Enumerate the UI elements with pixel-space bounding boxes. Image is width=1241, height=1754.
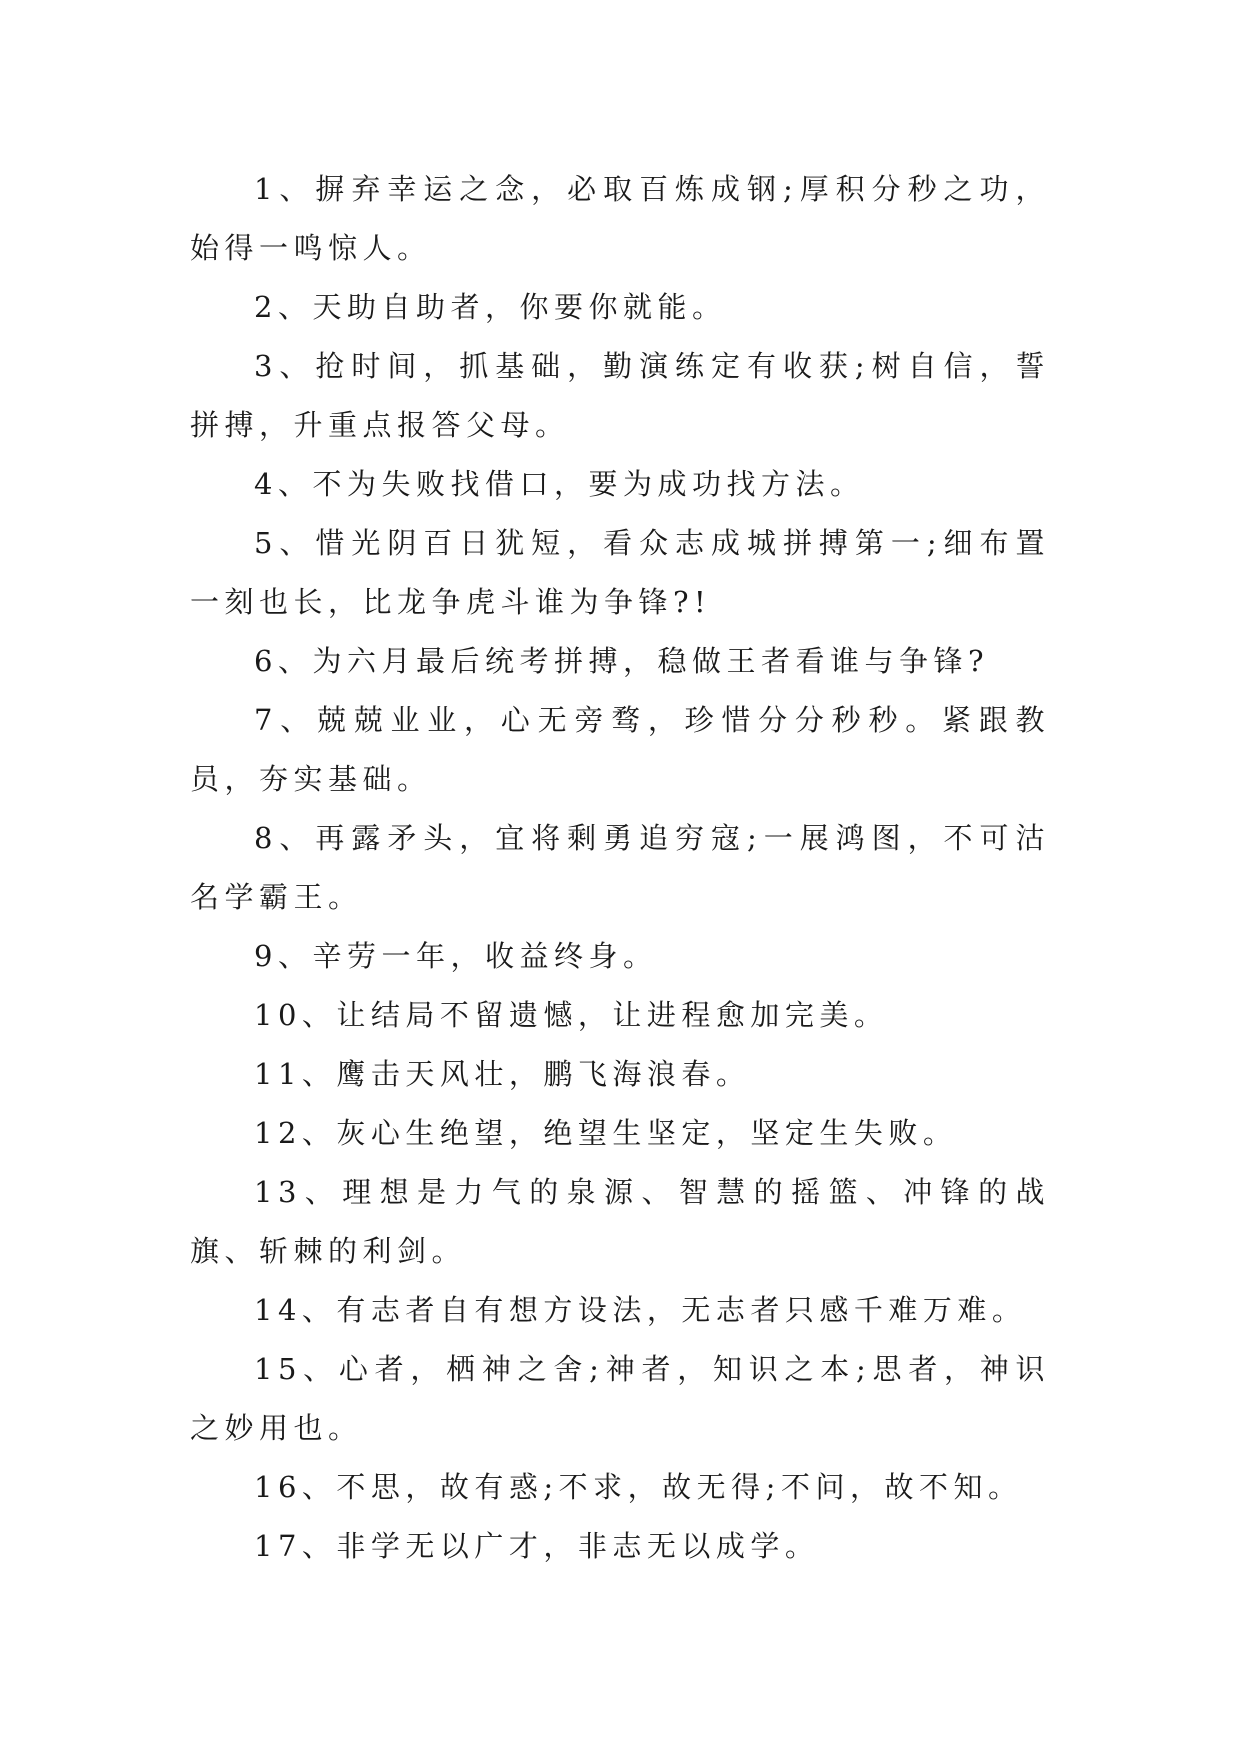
- paragraph-2: 2、天助自助者，你要你就能。: [254, 290, 727, 324]
- paragraph-16: 16、不思，故有惑;不求，故无得;不问，故不知。: [254, 1470, 1023, 1504]
- paragraph-15: 15、心者，栖神之舍;神者，知识之本;思者，神识之妙用也。: [190, 1352, 1050, 1445]
- document-body: [190, 160, 1050, 1576]
- paragraph-13: 13、理想是力气的泉源、智慧的摇篮、冲锋的战旗、斩棘的利剑。: [190, 1175, 1050, 1268]
- paragraph-4: 4、不为失败找借口，要为成功找方法。: [254, 467, 865, 501]
- paragraph-10: 10、让结局不留遗憾，让进程愈加完美。: [254, 998, 889, 1032]
- paragraph-9: 9、辛劳一年，收益终身。: [254, 939, 658, 973]
- paragraph-3: 3、抢时间，抓基础，勤演练定有收获;树自信，誓拼搏，升重点报答父母。: [190, 349, 1050, 442]
- paragraph-6: 6、为六月最后统考拼搏，稳做王者看谁与争锋?: [254, 644, 989, 678]
- paragraph-11: 11、鹰击天风壮，鹏飞海浪春。: [254, 1057, 751, 1091]
- paragraph-1: 1、摒弃幸运之念，必取百炼成钢;厚积分秒之功，始得一鸣惊人。: [190, 172, 1050, 265]
- paragraph-5: 5、惜光阴百日犹短，看众志成城拼搏第一;细布置一刻也长，比龙争虎斗谁为争锋?!: [190, 526, 1050, 619]
- paragraph-12: 12、灰心生绝望，绝望生坚定，坚定生失败。: [254, 1116, 958, 1150]
- paragraph-8: 8、再露矛头，宜将剩勇追穷寇;一展鸿图，不可沽名学霸王。: [190, 821, 1050, 914]
- paragraph-17: 17、非学无以广才，非志无以成学。: [254, 1529, 820, 1563]
- paragraph-7: 7、兢兢业业，心无旁骛，珍惜分分秒秒。紧跟教员，夯实基础。: [190, 703, 1050, 796]
- paragraph-14: 14、有志者自有想方设法，无志者只感千难万难。: [254, 1293, 1027, 1327]
